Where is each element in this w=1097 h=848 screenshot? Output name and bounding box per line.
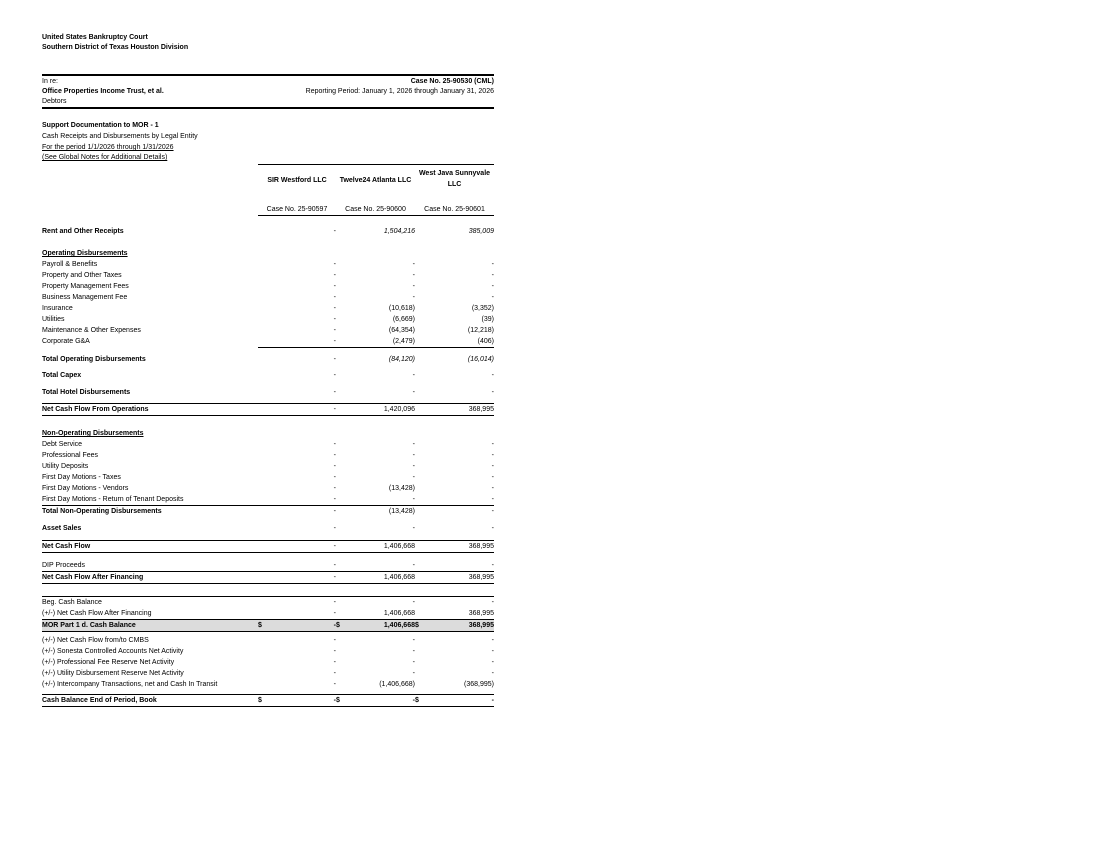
- table-row: [42, 597, 494, 609]
- in-re-label: In re:: [42, 78, 58, 85]
- cell-value: (12,218): [467, 327, 494, 334]
- row-label: DIP Proceeds: [42, 560, 258, 572]
- row-label: Net Cash Flow: [42, 541, 258, 553]
- table-row: [42, 461, 494, 472]
- cell-value: -: [268, 608, 336, 620]
- cell-value: 368,995: [425, 620, 494, 632]
- table-row: [42, 679, 494, 690]
- row-label: Operating Disbursements: [42, 250, 128, 257]
- cell-value: -: [412, 670, 415, 677]
- table-row: [42, 314, 494, 325]
- cell-value: -: [491, 261, 494, 268]
- cell-value: 1,420,096: [346, 404, 415, 416]
- court-header: [42, 33, 188, 53]
- cell-value: -: [491, 648, 494, 655]
- caption-line-2: [42, 87, 494, 97]
- cell-value: -: [425, 494, 494, 506]
- cell-value: (368,995): [464, 681, 494, 688]
- cell-value: (64,354): [388, 327, 415, 334]
- court-district: Southern District of Texas Houston Division: [42, 44, 189, 51]
- table-row: [42, 370, 494, 381]
- cell-value: -: [491, 441, 494, 448]
- court-name: United States Bankruptcy Court: [42, 34, 148, 41]
- cell-value: 1,406,668: [346, 541, 415, 553]
- cell-value: -: [491, 525, 494, 532]
- table-row: [42, 292, 494, 303]
- cell-value: -: [333, 272, 336, 279]
- cell-value: (39): [481, 316, 494, 323]
- cell-value: -: [333, 283, 336, 290]
- cell-value: -: [346, 494, 415, 506]
- row-label: Cash Balance End of Period, Book: [42, 695, 258, 707]
- cell-value: -: [333, 305, 336, 312]
- row-label: Total Capex: [42, 372, 82, 379]
- cell-value: -: [346, 695, 415, 707]
- table-row: [42, 281, 494, 292]
- cell-value: -: [412, 372, 415, 379]
- cell-value: -: [491, 508, 494, 515]
- cell-value: -: [412, 648, 415, 655]
- cell-value: -: [346, 560, 415, 572]
- cell-value: -: [425, 597, 494, 609]
- column-header-bottom-rule: [258, 215, 494, 216]
- cell-value: -: [491, 272, 494, 279]
- dollar-sign: $: [415, 695, 425, 707]
- cell-value: 1,406,668: [346, 572, 415, 584]
- table-row: [42, 472, 494, 483]
- caption-line-3: [42, 97, 494, 107]
- cell-value: -: [268, 597, 336, 609]
- table-row: [42, 657, 494, 668]
- table-row: [42, 226, 494, 237]
- cell-value: -: [333, 316, 336, 323]
- cell-value: -: [425, 695, 494, 707]
- reporting-period: Reporting Period: January 1, 2026 through January 31, 2026: [305, 88, 494, 95]
- case-number: Case No. 25-90530 (CML): [410, 78, 494, 85]
- cell-value: -: [268, 336, 336, 348]
- cell-value: (13,428): [388, 508, 415, 515]
- cell-value: -: [412, 659, 415, 666]
- row-label: Property and Other Taxes: [42, 272, 122, 279]
- cell-value: -: [425, 560, 494, 572]
- table-row: [42, 303, 494, 314]
- row-label: Professional Fees: [42, 452, 99, 459]
- caption-top-rule: [42, 74, 494, 76]
- cell-value: -: [333, 228, 336, 235]
- row-label: Total Non-Operating Disbursements: [42, 508, 162, 515]
- cell-value: -: [268, 572, 336, 584]
- cell-value: (16,014): [467, 356, 494, 363]
- column-header-top-rule: [258, 164, 494, 165]
- dollar-sign: $: [258, 695, 268, 707]
- cell-value: 385,009: [468, 228, 494, 235]
- debtors-label: Debtors: [42, 98, 67, 105]
- table-row: [42, 572, 494, 584]
- caption-line-1: [42, 77, 494, 87]
- cell-value: 1,504,216: [383, 228, 415, 235]
- cell-value: -: [333, 463, 336, 470]
- column-case-2: Case No. 25-90600: [345, 206, 406, 213]
- row-label: Total Hotel Disbursements: [42, 389, 131, 396]
- cell-value: -: [333, 441, 336, 448]
- global-notes: (See Global Notes for Additional Details): [42, 154, 168, 161]
- cell-value: 368,995: [425, 608, 494, 620]
- cell-value: -: [412, 283, 415, 290]
- cell-value: 1,406,668: [346, 620, 415, 632]
- row-label: Total Operating Disbursements: [42, 356, 146, 363]
- cell-value: -: [268, 404, 336, 416]
- cell-value: -: [333, 474, 336, 481]
- cell-value: -: [491, 485, 494, 492]
- cell-value: 1,406,668: [346, 608, 415, 620]
- row-label: First Day Motions - Vendors: [42, 485, 129, 492]
- section-heading: [42, 248, 494, 259]
- column-case-3: Case No. 25-90601: [424, 206, 485, 213]
- row-label: Rent and Other Receipts: [42, 228, 124, 235]
- table-row: [42, 483, 494, 494]
- cell-value: -: [412, 474, 415, 481]
- table-row: [42, 404, 494, 416]
- cash-table: [42, 226, 494, 707]
- table-row: [42, 560, 494, 572]
- row-label: Property Management Fees: [42, 283, 129, 290]
- cell-value: -: [333, 327, 336, 334]
- cell-value: -: [412, 389, 415, 396]
- cell-value: -: [333, 525, 336, 532]
- cell-value: (1,406,668): [379, 681, 415, 688]
- cell-value: -: [412, 637, 415, 644]
- row-label: Business Management Fee: [42, 294, 128, 301]
- cell-value: -: [412, 463, 415, 470]
- table-row: [42, 270, 494, 281]
- cell-value: -: [491, 463, 494, 470]
- cell-value: -: [412, 261, 415, 268]
- cell-value: -: [491, 294, 494, 301]
- row-label: Corporate G&A: [42, 338, 90, 346]
- cell-value: 368,995: [425, 572, 494, 584]
- table-row: [42, 439, 494, 450]
- cell-value: (2,479): [346, 336, 415, 348]
- cell-value: -: [268, 560, 336, 572]
- support-period: For the period 1/1/2026 through 1/31/2026: [42, 144, 174, 151]
- support-title: Support Documentation to MOR - 1: [42, 122, 159, 129]
- cell-value: -: [412, 294, 415, 301]
- cell-value: -: [268, 541, 336, 553]
- row-label: Beg. Cash Balance: [42, 597, 258, 609]
- debtor-name: Office Properties Income Trust, et al.: [42, 88, 164, 95]
- table-row: [42, 523, 494, 534]
- column-header-entity-2: Twelve24 Atlanta LLC: [339, 177, 412, 184]
- column-header-entity-3: West Java Sunnyvale LLC: [418, 170, 491, 188]
- table-row: [42, 541, 494, 553]
- cell-value: -: [268, 620, 336, 632]
- row-label: (+/-) Professional Fee Reserve Net Activity: [42, 659, 175, 666]
- cell-value: -: [333, 637, 336, 644]
- cell-value: -: [491, 283, 494, 290]
- cell-value: (6,669): [392, 316, 415, 323]
- cell-value: (13,428): [388, 485, 415, 492]
- row-label: Net Cash Flow From Operations: [42, 404, 258, 416]
- cell-value: -: [333, 452, 336, 459]
- caption-bottom-rule: [42, 107, 494, 109]
- row-label: Payroll & Benefits: [42, 261, 98, 268]
- cell-value: -: [491, 389, 494, 396]
- row-label: Utilities: [42, 316, 65, 323]
- cell-value: -: [333, 670, 336, 677]
- column-case-1: Case No. 25-90597: [266, 206, 328, 213]
- cell-value: -: [412, 441, 415, 448]
- cell-value: -: [333, 681, 336, 688]
- cell-value: 368,995: [425, 541, 494, 553]
- row-label: Insurance: [42, 305, 73, 312]
- table-row: [42, 646, 494, 657]
- cell-value: -: [333, 294, 336, 301]
- cell-value: -: [333, 372, 336, 379]
- cell-value: -: [333, 261, 336, 268]
- column-header-entity-1: SIR Westford LLC: [267, 177, 327, 184]
- support-subtitle: Cash Receipts and Disbursements by Legal Entity: [42, 133, 198, 140]
- cell-value: -: [491, 372, 494, 379]
- cell-value: (84,120): [388, 356, 415, 363]
- cell-value: -: [333, 485, 336, 492]
- dollar-sign: $: [415, 620, 425, 632]
- cell-value: -: [412, 525, 415, 532]
- table-row: [42, 620, 494, 632]
- table-row: [42, 635, 494, 646]
- cell-value: -: [491, 637, 494, 644]
- table-row: [42, 259, 494, 270]
- row-label: Maintenance & Other Expenses: [42, 327, 141, 334]
- cell-value: -: [412, 272, 415, 279]
- cell-value: (3,352): [471, 305, 494, 312]
- row-label: MOR Part 1 d. Cash Balance: [42, 620, 258, 632]
- cell-value: -: [268, 695, 336, 707]
- cell-value: -: [333, 659, 336, 666]
- section-heading: [42, 428, 494, 439]
- cell-value: -: [333, 389, 336, 396]
- cell-value: -: [491, 452, 494, 459]
- cell-value: 368,995: [425, 404, 494, 416]
- cell-value: -: [491, 474, 494, 481]
- dollar-sign: $: [336, 695, 346, 707]
- table-row: [42, 336, 494, 348]
- cell-value: -: [412, 452, 415, 459]
- table-row: [42, 506, 494, 518]
- row-label: (+/-) Net Cash Flow After Financing: [42, 608, 258, 620]
- row-label: Net Cash Flow After Financing: [42, 572, 258, 584]
- row-label: Debt Service: [42, 441, 83, 448]
- cell-value: -: [268, 494, 336, 506]
- cell-value: -: [333, 356, 336, 363]
- table-row: [42, 354, 494, 365]
- dollar-sign: $: [258, 620, 268, 632]
- table-row: [42, 695, 494, 707]
- row-label: Non-Operating Disbursements: [42, 430, 144, 437]
- row-label: First Day Motions - Taxes: [42, 474, 121, 481]
- table-row: [42, 450, 494, 461]
- row-label: (+/-) Sonesta Controlled Accounts Net Activity: [42, 648, 184, 655]
- row-label: (+/-) Utility Disbursement Reserve Net Activity: [42, 670, 184, 677]
- cell-value: -: [333, 508, 336, 515]
- cell-value: (406): [425, 336, 494, 348]
- cell-value: -: [333, 648, 336, 655]
- table-row: [42, 608, 494, 620]
- table-row: [42, 668, 494, 679]
- cell-value: -: [491, 659, 494, 666]
- row-label: Asset Sales: [42, 525, 82, 532]
- row-label: Utility Deposits: [42, 463, 89, 470]
- dollar-sign: $: [336, 620, 346, 632]
- cell-value: -: [491, 670, 494, 677]
- row-label: (+/-) Net Cash Flow from/to CMBS: [42, 637, 149, 644]
- table-row: [42, 325, 494, 336]
- cell-value: -: [346, 597, 415, 609]
- cell-value: (10,618): [388, 305, 415, 312]
- table-row: [42, 387, 494, 398]
- table-row: [42, 494, 494, 506]
- row-label: (+/-) Intercompany Transactions, net and Cash In Transit: [42, 681, 218, 688]
- row-label: First Day Motions - Return of Tenant Deposits: [42, 494, 258, 506]
